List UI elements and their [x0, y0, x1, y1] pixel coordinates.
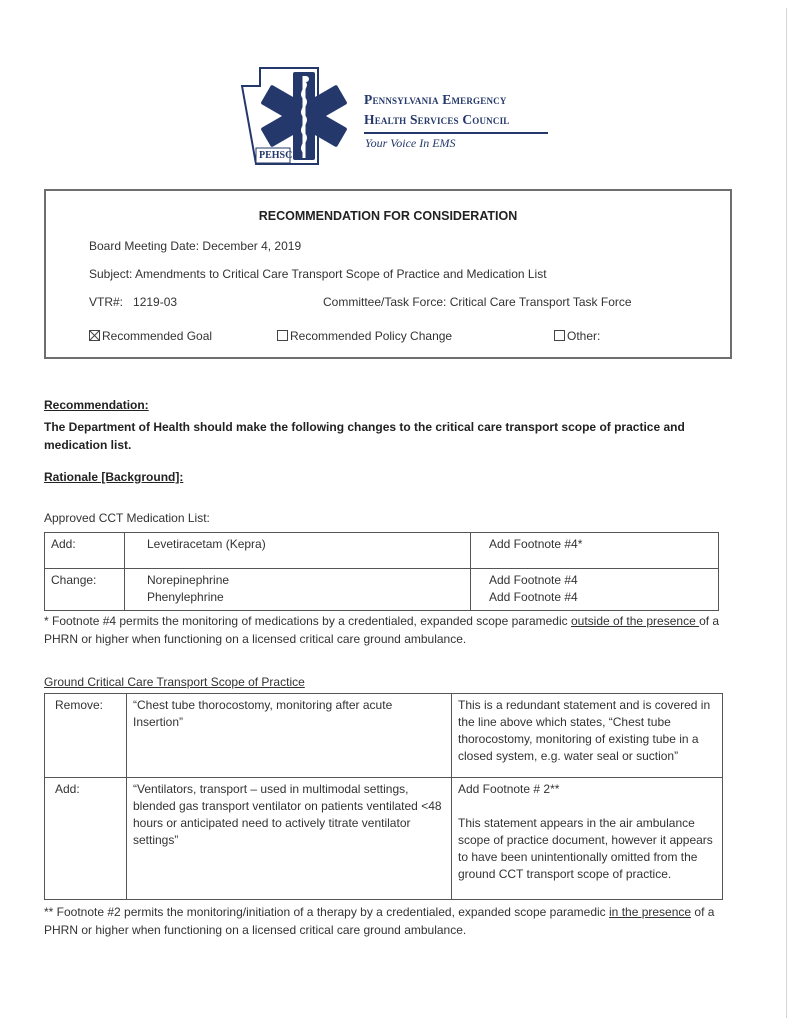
subject: Subject: Amendments to Critical Care Transport Scope of Practice and Medication List [89, 267, 547, 281]
star-of-life-icon [238, 64, 356, 168]
vtr-label: VTR#: [89, 295, 124, 309]
footnote-4-text-end: of a PHRN or higher when functioning on a licensed critical care ground ambulance. [44, 614, 720, 646]
item-line: Phenylephrine [147, 590, 224, 604]
item-cell [125, 569, 471, 611]
checkbox-label: Recommended Goal [102, 329, 213, 343]
scan-edge-line [786, 8, 787, 1018]
action-cell: Change: [45, 569, 125, 611]
footnote-2-text-end: of a PHRN or higher when functioning on a licensed critical care ground ambulance. [44, 905, 715, 937]
checkbox-other[interactable] [554, 329, 600, 343]
board-meeting-date: Board Meeting Date: December 4, 2019 [89, 239, 302, 253]
org-name-line-1: Pennsylvania Emergency [364, 92, 507, 107]
item-cell: “Chest tube thorocostomy, monitoring after acute Insertion” [127, 694, 452, 778]
medication-table [44, 532, 719, 611]
note-line: Add Footnote #4* [489, 537, 583, 551]
footnote-4-text: * Footnote #4 permits the monitoring of medications by a credentialed, expanded scope paramedic [44, 614, 571, 628]
org-name-rule [364, 132, 548, 134]
footnote-2-text: ** Footnote #2 permits the monitoring/initiation of a therapy by a credentialed, expanded scope paramedic [44, 905, 610, 919]
recommendation-heading: Recommendation: [44, 398, 149, 412]
spacer [458, 798, 716, 815]
action-cell: Remove: [45, 694, 127, 778]
note-line: Add Footnote #4 [489, 573, 578, 587]
checkbox-recommended-goal[interactable] [89, 329, 212, 343]
note-cell [471, 569, 719, 611]
vtr-value: 1219-03 [133, 295, 178, 309]
table-row [45, 694, 723, 778]
unchecked-box-icon[interactable] [277, 330, 288, 341]
note-cell [452, 778, 723, 900]
pehsc-logo [238, 64, 558, 168]
committee-task-force: Committee/Task Force: Critical Care Transport Task Force [323, 295, 632, 309]
checkbox-recommended-policy-change[interactable] [277, 329, 452, 343]
table-row [45, 569, 719, 611]
unchecked-box-icon[interactable] [554, 330, 565, 341]
tagline: Your Voice In EMS [365, 136, 456, 150]
checkbox-label: Recommended Policy Change [290, 329, 453, 343]
checkbox-label: Other: [567, 329, 601, 343]
checked-box-icon[interactable] [89, 330, 100, 341]
note-line: Add Footnote #4 [489, 590, 578, 604]
vtr-number [89, 295, 177, 309]
note-line: Add Footnote # 2** [458, 782, 560, 796]
rationale-heading: Rationale [Background]: [44, 470, 184, 484]
note-line: This is a redundant statement and is covered in the line above which states, “Chest tube thorocostomy, monitoring of existing tube in a closed system, e.g. water seal or suction” [458, 698, 711, 763]
note-line: This statement appears in the air ambulance scope of practice document, however it appears to have been unintentionally omitted from the ground CCT transport scope of practice. [458, 816, 713, 881]
footnote-4 [44, 612, 734, 648]
note-cell [452, 694, 723, 778]
recommendation-text: The Department of Health should make the following changes to the critical care transport scope of practice and medication list. [44, 420, 685, 452]
item-cell [125, 533, 471, 569]
recommendation-box [44, 189, 732, 359]
scope-of-practice-label: Ground Critical Care Transport Scope of Practice [44, 675, 305, 689]
item-line: Norepinephrine [147, 573, 230, 587]
org-name-line-2: Health Services Council [364, 112, 510, 127]
table-row [45, 778, 723, 900]
recommendation-box-title: RECOMMENDATION FOR CONSIDERATION [258, 209, 518, 223]
org-name [364, 90, 510, 130]
logo-badge-text: PEHSC [259, 150, 293, 161]
note-cell [471, 533, 719, 569]
footnote-2-emphasis: in the presence [609, 905, 692, 919]
item-line: Levetiracetam (Kepra) [147, 537, 266, 551]
table-row [45, 533, 719, 569]
footnote-2 [44, 903, 734, 939]
footnote-4-emphasis: outside of the presence [570, 614, 700, 628]
action-cell: Add: [45, 778, 127, 900]
action-cell: Add: [45, 533, 125, 569]
item-cell: “Ventilators, transport – used in multimodal settings, blended gas transport ventilator on patients ventilated <48 hours or anticipated need to actively titrate ventilator settings” [127, 778, 452, 900]
medication-list-label: Approved CCT Medication List: [44, 511, 210, 525]
scope-table [44, 693, 723, 900]
